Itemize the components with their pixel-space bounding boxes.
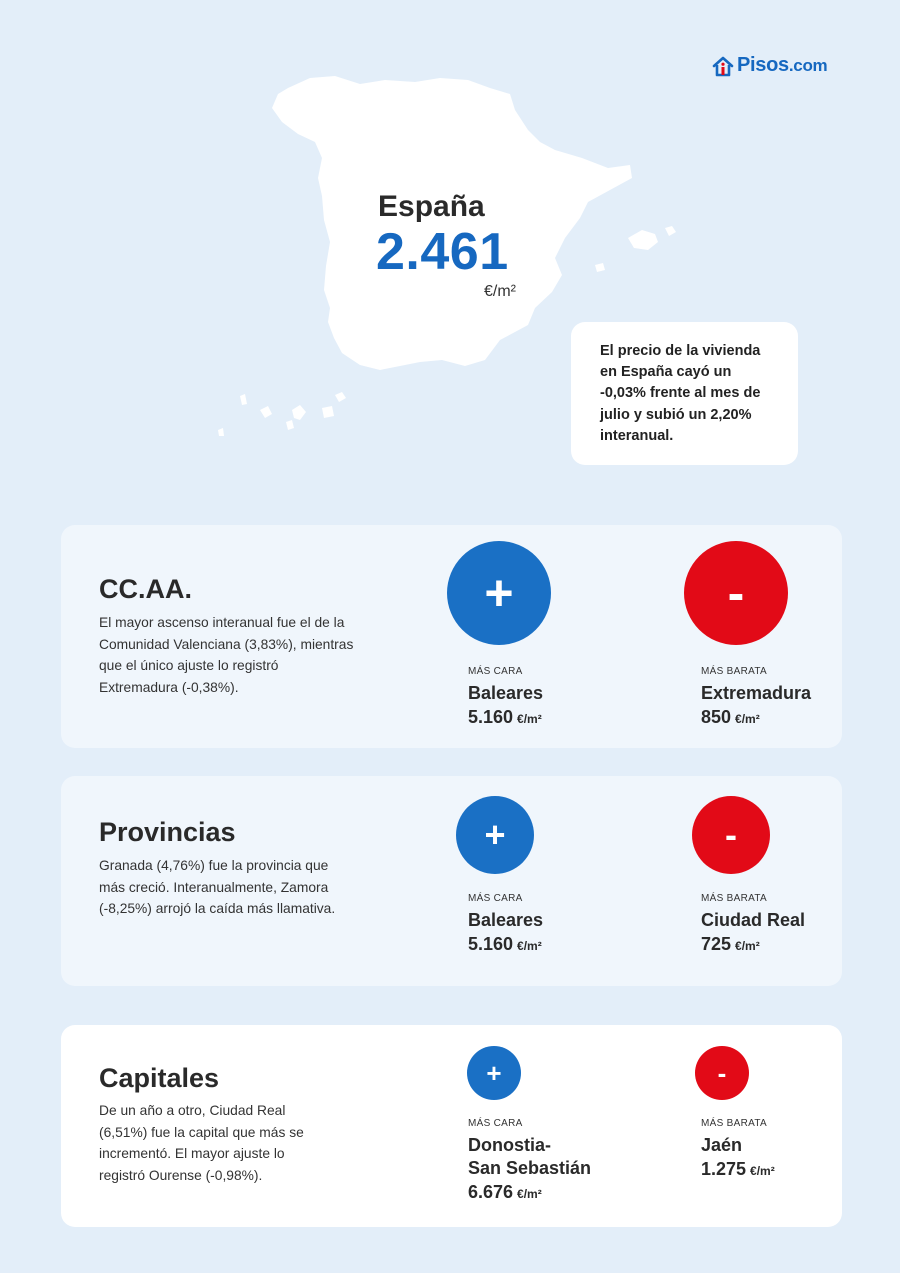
section-provincias bbox=[61, 776, 842, 986]
minus-icon: - bbox=[695, 1046, 749, 1100]
national-summary-text: El precio de la vivienda en España cayó un -0,03% frente al mes de julio y subió un 2,20% interanual. bbox=[600, 343, 761, 444]
section-description: El mayor ascenso interanual fue el de la Comunidad Valenciana (3,83%), mientras que el único ajuste lo registró Extremadura (-0,38%). bbox=[99, 615, 354, 695]
plus-icon: + bbox=[447, 541, 551, 645]
brand-logo bbox=[712, 54, 827, 77]
section-capitales bbox=[61, 1025, 842, 1227]
cheapest-stat bbox=[701, 1118, 775, 1183]
stat-name: Donostia- bbox=[468, 1135, 551, 1155]
minus-icon: - bbox=[684, 541, 788, 645]
most-expensive-stat bbox=[468, 666, 543, 731]
national-price: 2.461 bbox=[376, 223, 509, 281]
cheapest-stat bbox=[701, 666, 811, 731]
stat-price: 850 €/m² bbox=[701, 707, 760, 727]
house-icon bbox=[712, 55, 734, 77]
stat-price: 5.160 €/m² bbox=[468, 934, 542, 954]
national-price-unit: €/m² bbox=[484, 283, 516, 300]
minus-icon: - bbox=[692, 796, 770, 874]
section-description: De un año a otro, Ciudad Real (6,51%) fue la capital que más se incrementó. El mayor ajuste lo registró Ourense (-0,98%). bbox=[99, 1103, 304, 1183]
cheapest-stat bbox=[701, 893, 805, 958]
stat-name: San Sebastián bbox=[468, 1158, 592, 1178]
stat-price: 1.275 €/m² bbox=[701, 1159, 775, 1179]
section-description: Granada (4,76%) fue la provincia que más creció. Interanualmente, Zamora (-8,25%) arrojó la caída más llamativa. bbox=[99, 858, 336, 916]
brand-name: Pisos.com bbox=[737, 54, 828, 76]
stat-label: MÁS CARA bbox=[468, 893, 523, 904]
stat-label: MÁS BARATA bbox=[701, 666, 767, 677]
section-title: Provincias bbox=[99, 817, 236, 847]
most-expensive-stat bbox=[468, 1118, 591, 1206]
plus-icon: + bbox=[467, 1046, 521, 1100]
stat-name: Ciudad Real bbox=[701, 910, 806, 930]
stat-label: MÁS CARA bbox=[468, 1118, 523, 1129]
stat-name: Baleares bbox=[468, 910, 544, 930]
stat-label: MÁS BARATA bbox=[701, 1118, 767, 1129]
stat-name: Extremadura bbox=[701, 683, 812, 703]
section-ccaa bbox=[61, 525, 842, 748]
stat-price: 6.676 €/m² bbox=[468, 1182, 542, 1202]
stat-label: MÁS CARA bbox=[468, 666, 523, 677]
section-title: CC.AA. bbox=[99, 574, 192, 604]
stat-name: Jaén bbox=[701, 1135, 743, 1155]
section-title: Capitales bbox=[99, 1063, 220, 1093]
national-summary-card bbox=[571, 322, 798, 465]
most-expensive-stat bbox=[468, 893, 543, 958]
national-title: España bbox=[378, 190, 485, 223]
stat-price: 5.160 €/m² bbox=[468, 707, 542, 727]
stat-name: Baleares bbox=[468, 683, 544, 703]
stat-price: 725 €/m² bbox=[701, 934, 760, 954]
stat-label: MÁS BARATA bbox=[701, 893, 767, 904]
plus-icon: + bbox=[456, 796, 534, 874]
